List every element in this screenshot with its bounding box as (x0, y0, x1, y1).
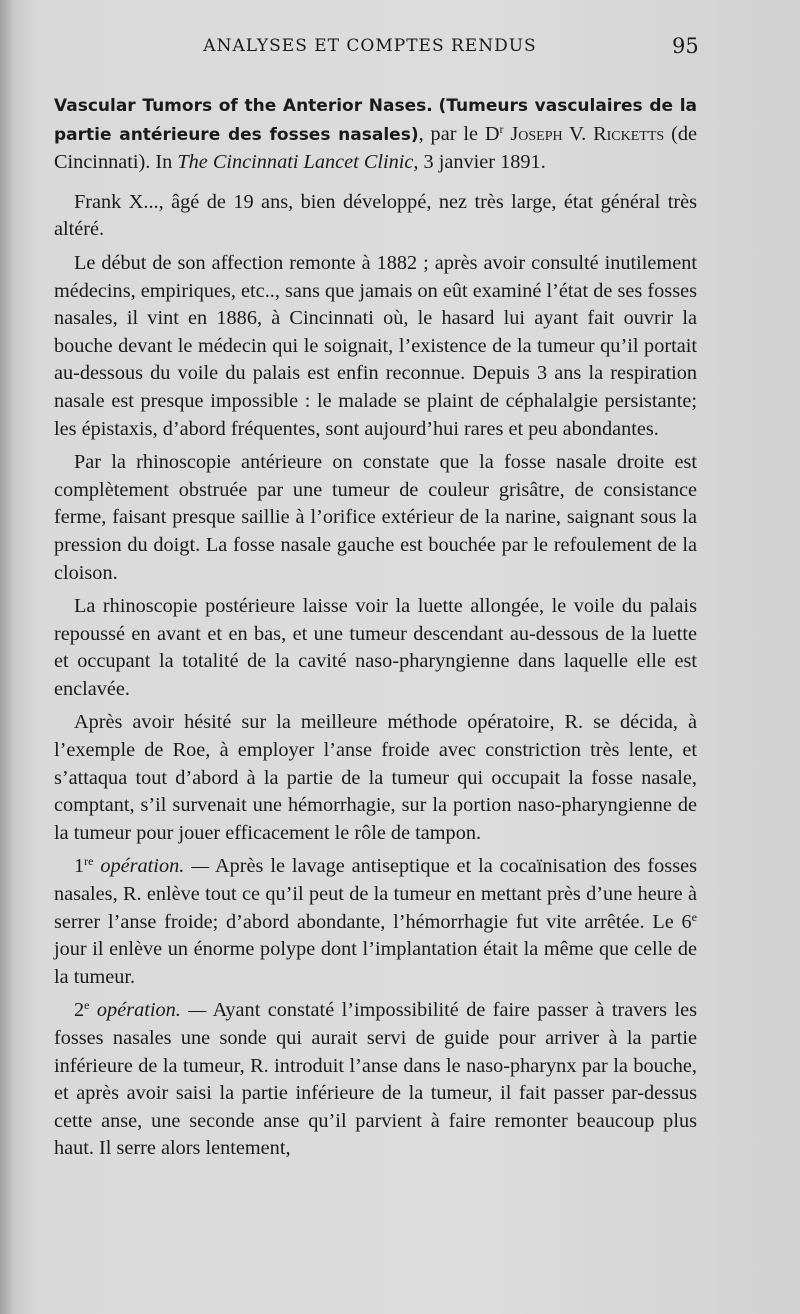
op2-text: Ayant constaté l’impossibilité de faire passer à travers les fosses nasales une sonde qui aurait servi de guide pour arriver à la partie inférieure de la tumeur, R. introduit l’anse dans le naso-pharynx par la bouche, et après avoir saisi la partie inférieure de la tumeur, il fait passer par-dessus cette anse, une seconde anse qu’il parvient à faire remonter beaucoup plus haut. Il serre alors lentement, (54, 999, 698, 1160)
citation-date: 3 janvier 1891. (423, 151, 546, 174)
page-body (54, 92, 697, 1169)
citation-by: , par le D (418, 122, 500, 145)
op1-sup: re (84, 854, 94, 869)
paragraph-method: Après avoir hésité sur la meilleure méthode opératoire, R. se décida, à l’exemple de Roe, à employer l’anse froide avec constriction très lente, et s’attaqua tout d’abord à la partie de la tumeur qui occupait la fosse nasale, comptant, s’il survenait une hémorrhagie, sur la portion naso-pharyngienne de la tumeur pour jouer efficacement le rôle de tampon. (54, 711, 697, 844)
op1-number: 1 (74, 855, 85, 878)
op2-number: 2 (74, 999, 85, 1022)
op2-label: opération. — (96, 999, 207, 1022)
op1-sup2: e (691, 909, 697, 924)
op1-label: opération. — (100, 855, 210, 878)
citation-dr-sup: r (499, 121, 504, 136)
citation-location: (de Cincinnati). In (54, 122, 697, 174)
paragraph-patient: Frank X..., âgé de 19 ans, bien développé, nez très large, état général très altéré. (54, 190, 697, 241)
op2-sup: e (84, 998, 90, 1013)
paragraph-history: Le début de son affection remonte à 1882 ; après avoir consulté inutilement médecins, empiriques, etc.., sans que jamais on eût examiné l’état de ses fosses nasales, il vint en 1886, à Cincinnati où, le hasard lui ayant fait ouvrir la bouche devant le médecin qui le soignait, l’existence de la tumeur qu’il portait au-dessous du voile du palais est enfin reconnue. Depuis 3 ans la respiration nasale est presque impossible : le malade se plaint de céphalalgie persistante; les épistaxis, d’abord fréquentes, sont aujourd’hui rares et peu abondantes. (54, 251, 697, 440)
paragraph-posterior-rhinoscopy: La rhinoscopie postérieure laisse voir la luette allongée, le voile du palais repoussé en avant et en bas, et une tumeur descendant au-dessous de la luette et occupant la totalité de la cavité naso-pharyngienne dans laquelle elle est enclavée. (54, 595, 697, 700)
article-title-fr: (Tumeurs vasculaires de la partie antérieure des fosses nasales) (54, 96, 697, 145)
paragraph-anterior-rhinoscopy: Par la rhinoscopie antérieure on constate que la fosse nasale droite est complètement obstruée par une tumeur de couleur grisâtre, de consistance ferme, faisant presque saillie à l’orifice extérieur de la narine, saignant sous la pression du doigt. La fosse nasale gauche est bouchée par le refoulement de la cloison. (54, 451, 697, 584)
page-number: 95 (672, 34, 699, 58)
author-name: Joseph V. Ricketts (510, 122, 665, 145)
paragraph-second-operation (54, 997, 697, 1163)
article-citation (54, 92, 697, 177)
op1-text: Après le lavage antiseptique et la cocaïnisation des fosses nasales, R. enlève tout ce qu’il peut de la tumeur en mettant près d’une heure à serrer l’anse froide; d’abord abondante, l’hémorrhagie fut vite arrêtée. Le 6 (54, 855, 697, 933)
journal-name: The Cincinnati Lancet Clinic, (177, 151, 419, 174)
paragraph-first-operation (54, 853, 697, 991)
op1-text2: jour il enlève un énorme polype dont l’implantation était la même que celle de la tumeur. (54, 938, 697, 988)
running-head: ANALYSES ET COMPTES RENDUS (203, 36, 537, 56)
article-title-en: Vascular Tumors of the Anterior Nases. (54, 96, 433, 116)
